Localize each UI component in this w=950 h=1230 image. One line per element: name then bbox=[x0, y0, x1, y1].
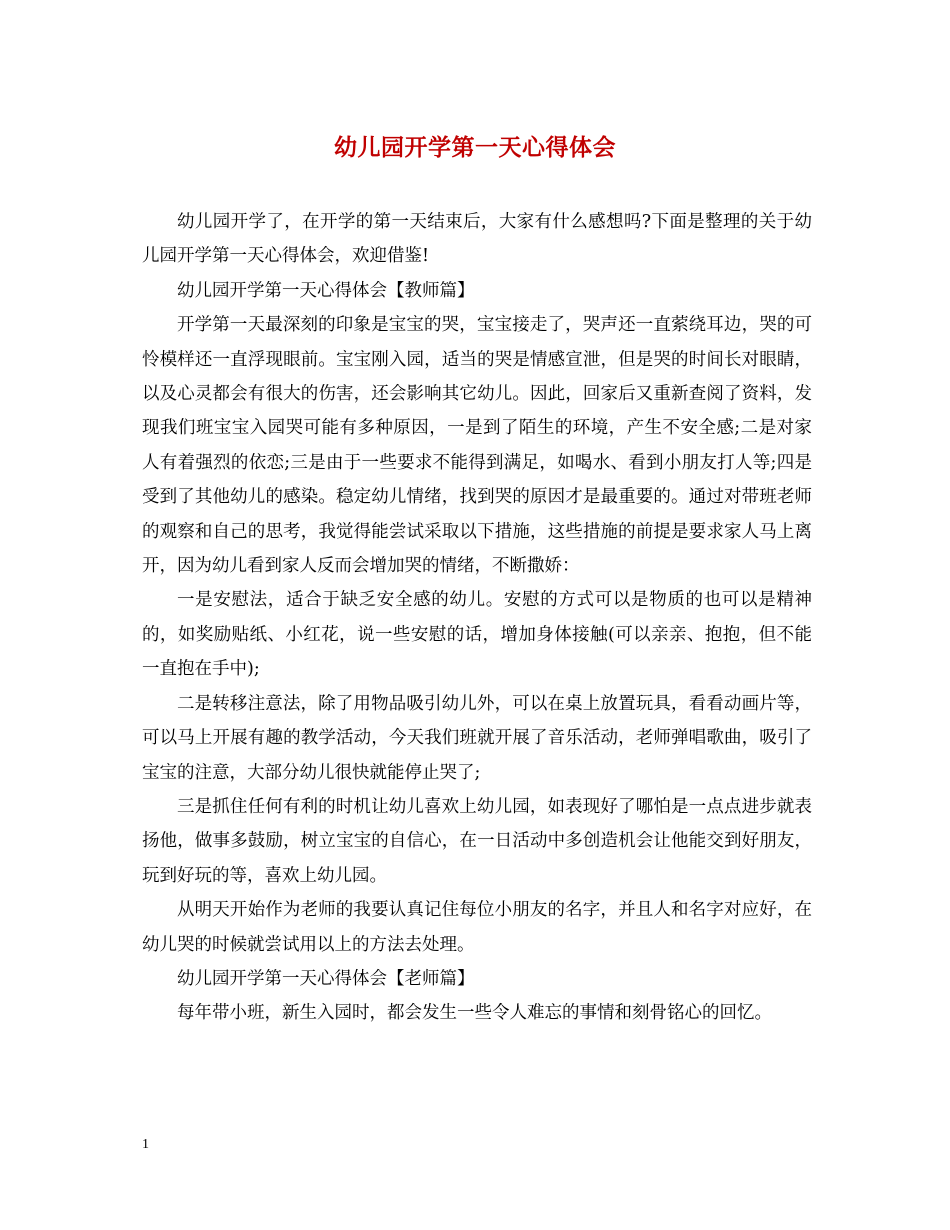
section-heading-teacher: 幼儿园开学第一天心得体会【教师篇】 bbox=[177, 280, 475, 301]
page-number: 1 bbox=[142, 1137, 149, 1152]
body-paragraph: 每年带小班，新生入园时，都会发生一些令人难忘的事情和刻骨铭心的回忆。 bbox=[177, 1003, 772, 1024]
body-paragraph: 三是抓住任何有利的时机让幼儿喜欢上幼儿园，如表现好了哪怕是一点点进步就表扬他，做事多鼓励，树立宝宝的自信心，在一日活动中多创造机会让他能交到好朋友，玩到好玩的等，喜欢上幼儿园。 bbox=[142, 796, 812, 886]
document-body bbox=[142, 205, 812, 1031]
document-title: 幼儿园开学第一天心得体会 bbox=[334, 134, 616, 161]
section-heading-laoshi: 幼儿园开学第一天心得体会【老师篇】 bbox=[177, 968, 475, 989]
body-paragraph: 二是转移注意法，除了用物品吸引幼儿外，可以在桌上放置玩具，看看动画片等，可以马上开展有趣的教学活动，今天我们班就开展了音乐活动，老师弹唱歌曲，吸引了宝宝的注意，大部分幼儿很快就能停止哭了; bbox=[142, 693, 812, 783]
body-paragraph: 一是安慰法，适合于缺乏安全感的幼儿。安慰的方式可以是物质的也可以是精神的，如奖励贴纸、小红花，说一些安慰的话，增加身体接触(可以亲亲、抱抱，但不能一直抱在手中); bbox=[142, 590, 812, 680]
intro-paragraph: 幼儿园开学了，在开学的第一天结束后，大家有什么感想吗?下面是整理的关于幼儿园开学第一天心得体会，欢迎借鉴! bbox=[142, 212, 812, 267]
body-paragraph: 从明天开始作为老师的我要认真记住每位小朋友的名字，并且人和名字对应好，在幼儿哭的时候就尝试用以上的方法去处理。 bbox=[142, 900, 812, 955]
body-paragraph: 开学第一天最深刻的印象是宝宝的哭，宝宝接走了，哭声还一直萦绕耳边，哭的可怜模样还一直浮现眼前。宝宝刚入园，适当的哭是情感宣泄，但是哭的时间长对眼睛，以及心灵都会有很大的伤害，还会影响其它幼儿。因此，回家后又重新查阅了资料，发现我们班宝宝入园哭可能有多种原因，一是到了陌生的环境，产生不安全感;二是对家人有着强烈的依恋;三是由于一些要求不能得到满足，如喝水、看到小朋友打人等;四是受到了其他幼儿的感染。稳定幼儿情绪，找到哭的原因才是最重要的。通过对带班老师的观察和自己的思考，我觉得能尝试采取以下措施，这些措施的前提是要求家人马上离开，因为幼儿看到家人反而会增加哭的情绪，不断撒娇： bbox=[142, 315, 812, 577]
